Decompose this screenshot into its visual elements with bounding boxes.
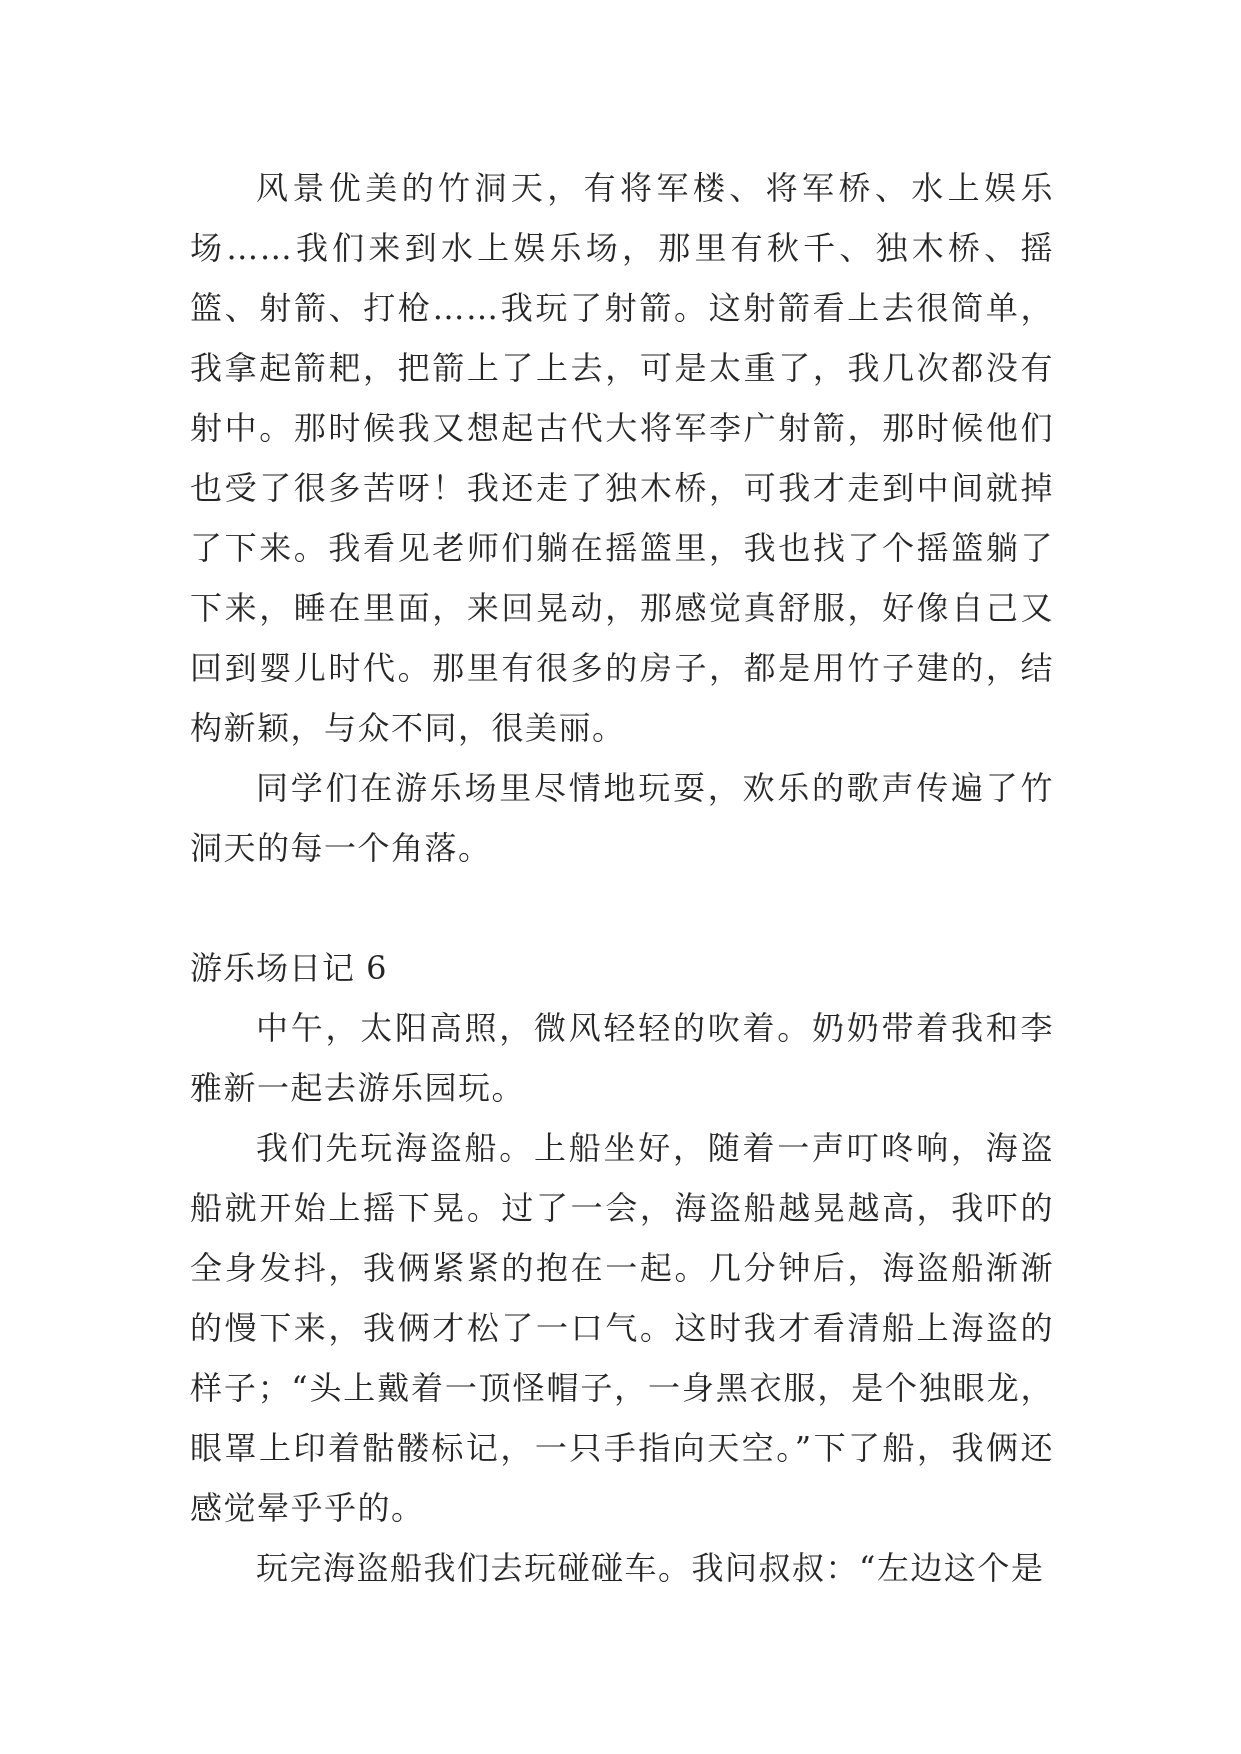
document-body	[190, 158, 1054, 1598]
section-spacer	[190, 878, 1054, 938]
paragraph-bamboo-park: 风景优美的竹洞天，有将军楼、将军桥、水上娱乐场……我们来到水上娱乐场，那里有秋千、独木桥、摇篮、射箭、打枪……我玩了射箭。这射箭看上去很简单，我拿起箭耙，把箭上了上去，可是太重了，我几次都没有射中。那时候我又想起古代大将军李广射箭，那时候他们也受了很多苦呀！我还走了独木桥，可我才走到中间就掉了下来。我看见老师们躺在摇篮里，我也找了个摇篮躺了下来，睡在里面，来回晃动，那感觉真舒服，好像自己又回到婴儿时代。那里有很多的房子，都是用竹子建的，结构新颖，与众不同，很美丽。	[190, 169, 1054, 747]
paragraph-classmates-playing: 同学们在游乐场里尽情地玩耍，欢乐的歌声传遍了竹洞天的每一个角落。	[190, 769, 1054, 867]
paragraph-bumper-cars: 玩完海盗船我们去玩碰碰车。我问叔叔：“左边这个是	[256, 1549, 1045, 1587]
paragraph-pirate-ship: 我们先玩海盗船。上船坐好，随着一声叮咚响，海盗船就开始上摇下晃。过了一会，海盗船越晃越高，我吓的全身发抖，我俩紧紧的抱在一起。几分钟后，海盗船渐渐的慢下来，我俩才松了一口气。这时我才看清船上海盗的样子；“头上戴着一顶怪帽子，一身黑衣服，是个独眼龙，眼罩上印着骷髅标记，一只手指向天空。”下了船，我俩还感觉晕乎乎的。	[190, 1129, 1054, 1527]
paragraph-noon-outing: 中午，太阳高照，微风轻轻的吹着。奶奶带着我和李雅新一起去游乐园玩。	[190, 1009, 1054, 1107]
section-title: 游乐场日记 6	[190, 949, 388, 987]
